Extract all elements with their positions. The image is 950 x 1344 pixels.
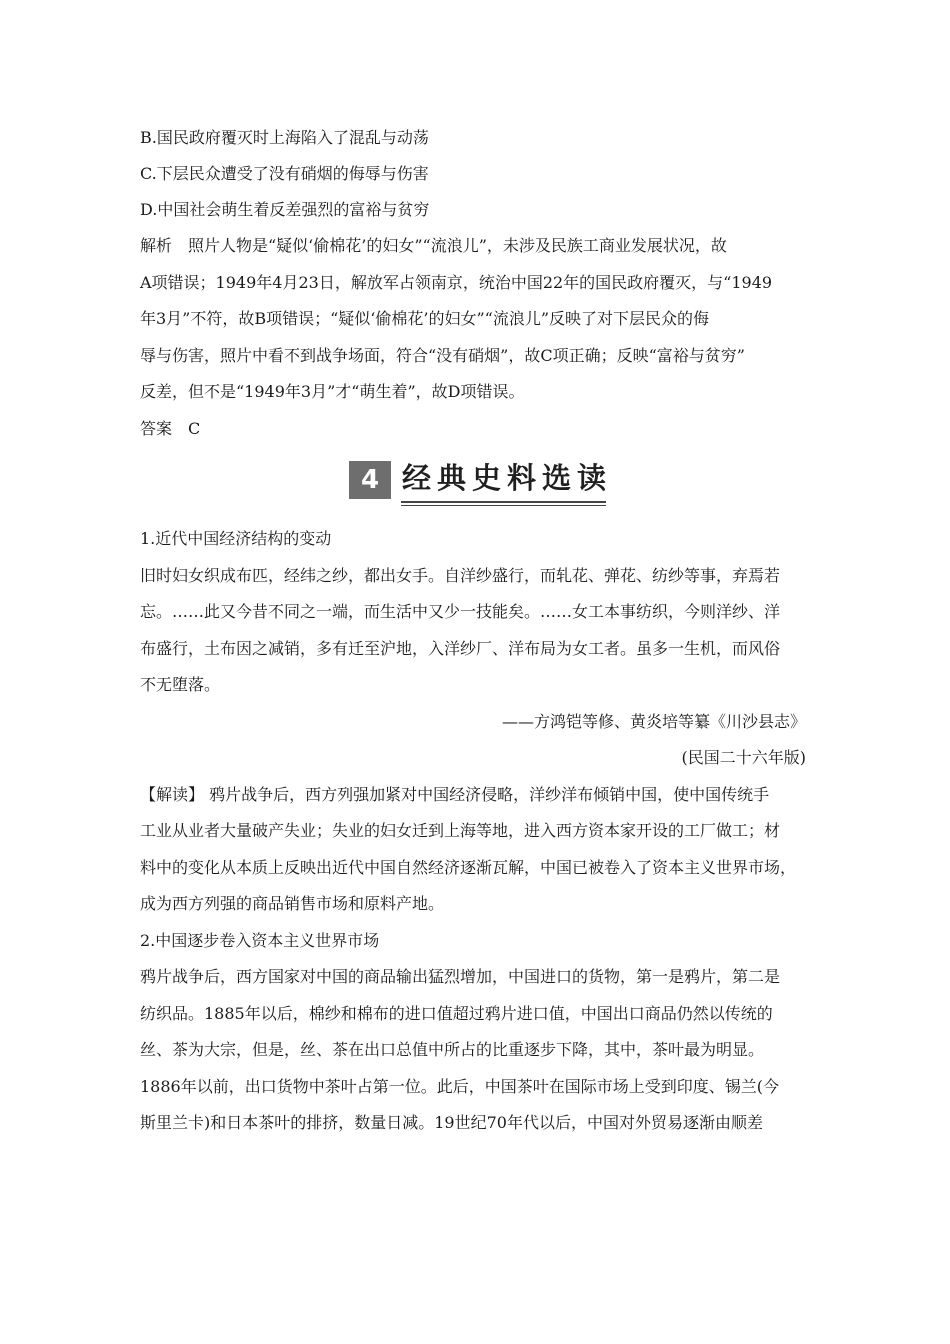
section-underline-thin — [401, 505, 606, 506]
analysis-line: 年3月”不符，故B项错误；“疑似‘偷棉花’的妇女”“流浪儿”反映了对下层民众的侮 — [140, 309, 710, 328]
option-d: D.中国社会萌生着反差强烈的富裕与贫穷 — [140, 200, 430, 219]
source-text-line: 丝、茶为大宗，但是，丝、茶在出口总值中所占的比重逐步下降，其中，茶叶最为明显。 — [140, 1040, 765, 1059]
source-text-line: 布盛行，土布因之减销，多有迁至沪地，入洋纱厂、洋布局为女工者。虽多一生机，而风俗 — [140, 638, 781, 658]
interpretation-line: 成为西方列强的商品销售市场和原料产地。 — [140, 894, 445, 913]
source-item-1 — [140, 521, 812, 923]
option-c: C.下层民众遭受了没有硝烟的侮辱与伤害 — [140, 164, 429, 183]
source-text-line: 1886年以前，出口货物中茶叶占第一位。此后，中国茶叶在国际市场上受到印度、锡兰(今 — [140, 1076, 779, 1096]
source-edition: (民国二十六年版) — [681, 748, 806, 767]
document-page — [140, 120, 812, 1142]
section-title: 经典史料选读 — [402, 461, 613, 495]
source-text-line: 忘。……此又今昔不同之一端，而生活中又少一技能矣。……女工本事纺织，今则洋纱、洋 — [140, 602, 781, 621]
analysis-line: 解析 照片人物是“疑似‘偷棉花’的妇女”“流浪儿”，未涉及民族工商业发展状况，故 — [140, 236, 727, 255]
item-title: 1.近代中国经济结构的变动 — [140, 529, 332, 548]
source-citation: ——方鸿铠等修、黄炎培等纂《川沙县志》 — [501, 711, 806, 731]
option-b: B.国民政府覆灭时上海陷入了混乱与动荡 — [140, 128, 429, 147]
analysis-line: A项错误；1949年4月23日，解放军占领南京，统治中国22年的国民政府覆灭，与“1949 — [140, 272, 773, 292]
section-number-badge: 4 — [349, 461, 391, 499]
section-header — [140, 453, 812, 517]
answer-options — [140, 120, 812, 228]
interpretation-line: 料中的变化从本质上反映出近代中国自然经济逐渐瓦解，中国已被卷入了资本主义世界市场， — [140, 857, 797, 877]
source-text-line: 纺织品。1885年以后，棉纱和棉布的进口值超过鸦片进口值，中国出口商品仍然以传统的 — [140, 1003, 773, 1023]
source-text-line: 旧时妇女织成布匹，经纬之纱，都出女手。自洋纱盛行，而轧花、弹花、纺纱等事，弃焉若 — [140, 565, 781, 585]
source-item-2 — [140, 923, 812, 1142]
analysis-line: 反差，但不是“1949年3月”才“萌生着”，故D项错误。 — [140, 382, 525, 401]
answer-line: 答案 C — [140, 418, 201, 438]
source-text-line: 斯里兰卡)和日本茶叶的排挤，数量日减。19世纪70年代以后，中国对外贸易逐渐由顺差 — [140, 1113, 763, 1132]
section-underline — [401, 501, 606, 503]
source-text-line: 不无堕落。 — [140, 675, 221, 694]
interpretation-line: 工业从业者大量破产失业；失业的妇女迁到上海等地，进入西方资本家开设的工厂做工；材 — [140, 821, 781, 840]
source-text-line: 鸦片战争后，西方国家对中国的商品输出猛烈增加，中国进口的货物，第一是鸦片，第二是 — [140, 967, 781, 986]
analysis-line: 辱与伤害，照片中看不到战争场面，符合“没有硝烟”，故C项正确；反映“富裕与贫穷” — [140, 345, 745, 365]
item-title: 2.中国逐步卷入资本主义世界市场 — [140, 930, 380, 950]
interpretation-line: 【解读】 鸦片战争后，西方列强加紧对中国经济侵略，洋纱洋布倾销中国，使中国传统手 — [140, 784, 770, 804]
analysis-paragraph — [140, 228, 812, 411]
